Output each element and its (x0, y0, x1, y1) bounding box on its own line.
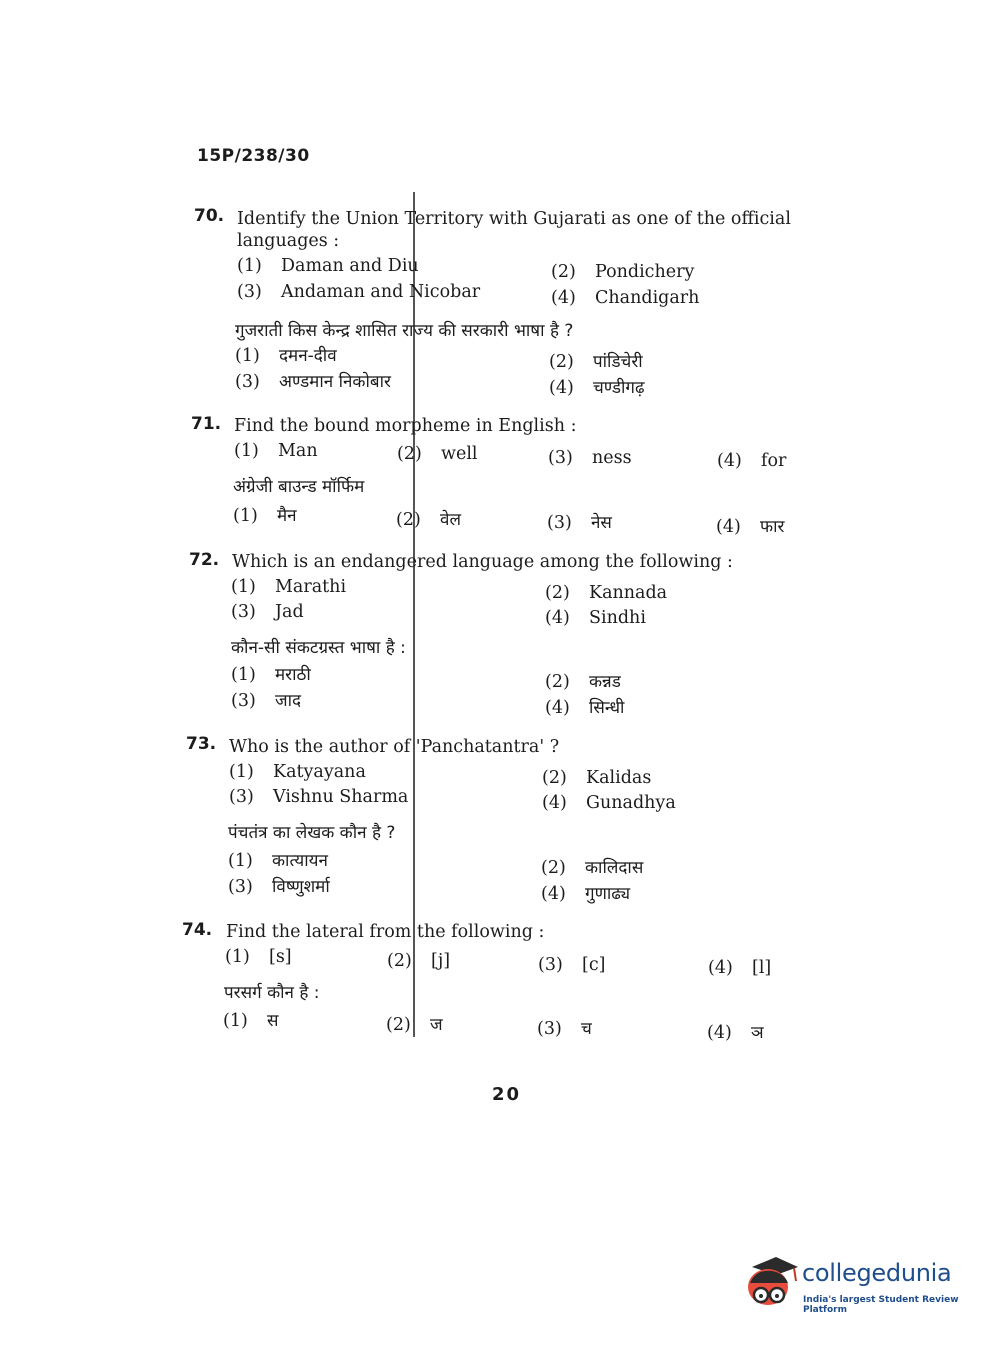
option-en: (2) Kannada (545, 583, 668, 603)
brand-tagline: India's largest Student Review Platform (803, 1295, 959, 1315)
option-hi: (4) फार (716, 517, 785, 537)
option-en: (4) Chandigarh (551, 288, 700, 308)
option-hi: (1) मराठी (231, 665, 311, 685)
question-stem-en: Which is an endangered language among the following : (232, 552, 733, 572)
option-en: (3) [c] (538, 955, 606, 975)
option-en: (1) Katyayana (229, 762, 366, 782)
question-stem-hi: गुजराती किस केन्द्र शासित राज्य की सरकारी भाषा है ? (235, 321, 574, 341)
option-hi: (1) कात्यायन (228, 851, 328, 871)
column-divider-line (413, 192, 415, 1037)
option-hi: (2) वेल (396, 510, 461, 530)
option-hi: (4) चण्डीगढ़ (549, 378, 645, 398)
collegedunia-logo (742, 1253, 972, 1315)
option-en: (4) [l] (708, 958, 772, 978)
question-stem-en-cont: languages : (237, 231, 340, 251)
option-hi: (3) विष्णुशर्मा (228, 877, 330, 897)
option-en: (1) [s] (225, 947, 292, 967)
option-en: (1) Daman and Diu (237, 256, 419, 276)
option-en: (3) Jad (231, 602, 304, 622)
option-en: (3) Vishnu Sharma (229, 787, 409, 807)
option-en: (2) [j] (387, 951, 451, 971)
brand-name: collegedunia (802, 1259, 952, 1287)
option-hi: (2) कन्नड (545, 672, 621, 692)
option-hi: (3) च (537, 1019, 592, 1039)
option-hi: (1) स (223, 1011, 279, 1031)
option-en: (2) well (397, 444, 478, 464)
question-stem-en: Identify the Union Territory with Gujarati as one of the official (237, 209, 791, 229)
option-en: (2) Kalidas (542, 768, 652, 788)
option-en: (4) Gunadhya (542, 793, 676, 813)
question-stem-hi: पंचतंत्र का लेखक कौन है ? (228, 823, 396, 843)
option-hi: (3) जाद (231, 691, 302, 711)
question-number: 73. (186, 734, 217, 754)
option-hi: (1) दमन-दीव (235, 346, 337, 366)
option-hi: (1) मैन (233, 506, 297, 526)
option-en: (3) Andaman and Nicobar (237, 282, 481, 302)
question-number: 71. (191, 414, 222, 434)
paper-code: 15P/238/30 (197, 146, 310, 166)
question-stem-hi: परसर्ग कौन है : (224, 983, 320, 1003)
mascot-icon (742, 1253, 800, 1315)
question-stem-en: Find the bound morpheme in English : (234, 416, 577, 436)
option-en: (1) Marathi (231, 577, 347, 597)
option-hi: (2) ज (386, 1015, 443, 1035)
question-stem-hi: कौन-सी संकटग्रस्त भाषा है : (231, 638, 406, 658)
option-hi: (2) पांडिचेरी (549, 352, 643, 372)
option-en: (2) Pondichery (551, 262, 695, 282)
page-number: 20 (492, 1084, 522, 1105)
option-en: (1) Man (234, 441, 318, 461)
option-hi: (2) कालिदास (541, 858, 644, 878)
question-number: 74. (182, 920, 213, 940)
question-number: 70. (194, 206, 225, 226)
option-hi: (4) गुणाढ्य (541, 884, 631, 904)
option-hi: (3) अण्डमान निकोबार (235, 372, 391, 392)
question-stem-en: Find the lateral from the following : (226, 922, 545, 942)
question-number: 72. (189, 550, 220, 570)
question-stem-hi: अंग्रेजी बाउन्ड मॉर्फिम (233, 477, 365, 497)
question-stem-en: Who is the author of 'Panchatantra' ? (229, 737, 560, 757)
option-hi: (4) ञ (707, 1023, 764, 1043)
option-hi: (3) नेस (547, 513, 612, 533)
option-en: (4) Sindhi (545, 608, 646, 628)
option-en: (3) ness (548, 448, 632, 468)
option-en: (4) for (717, 451, 787, 471)
option-hi: (4) सिन्धी (545, 698, 625, 718)
